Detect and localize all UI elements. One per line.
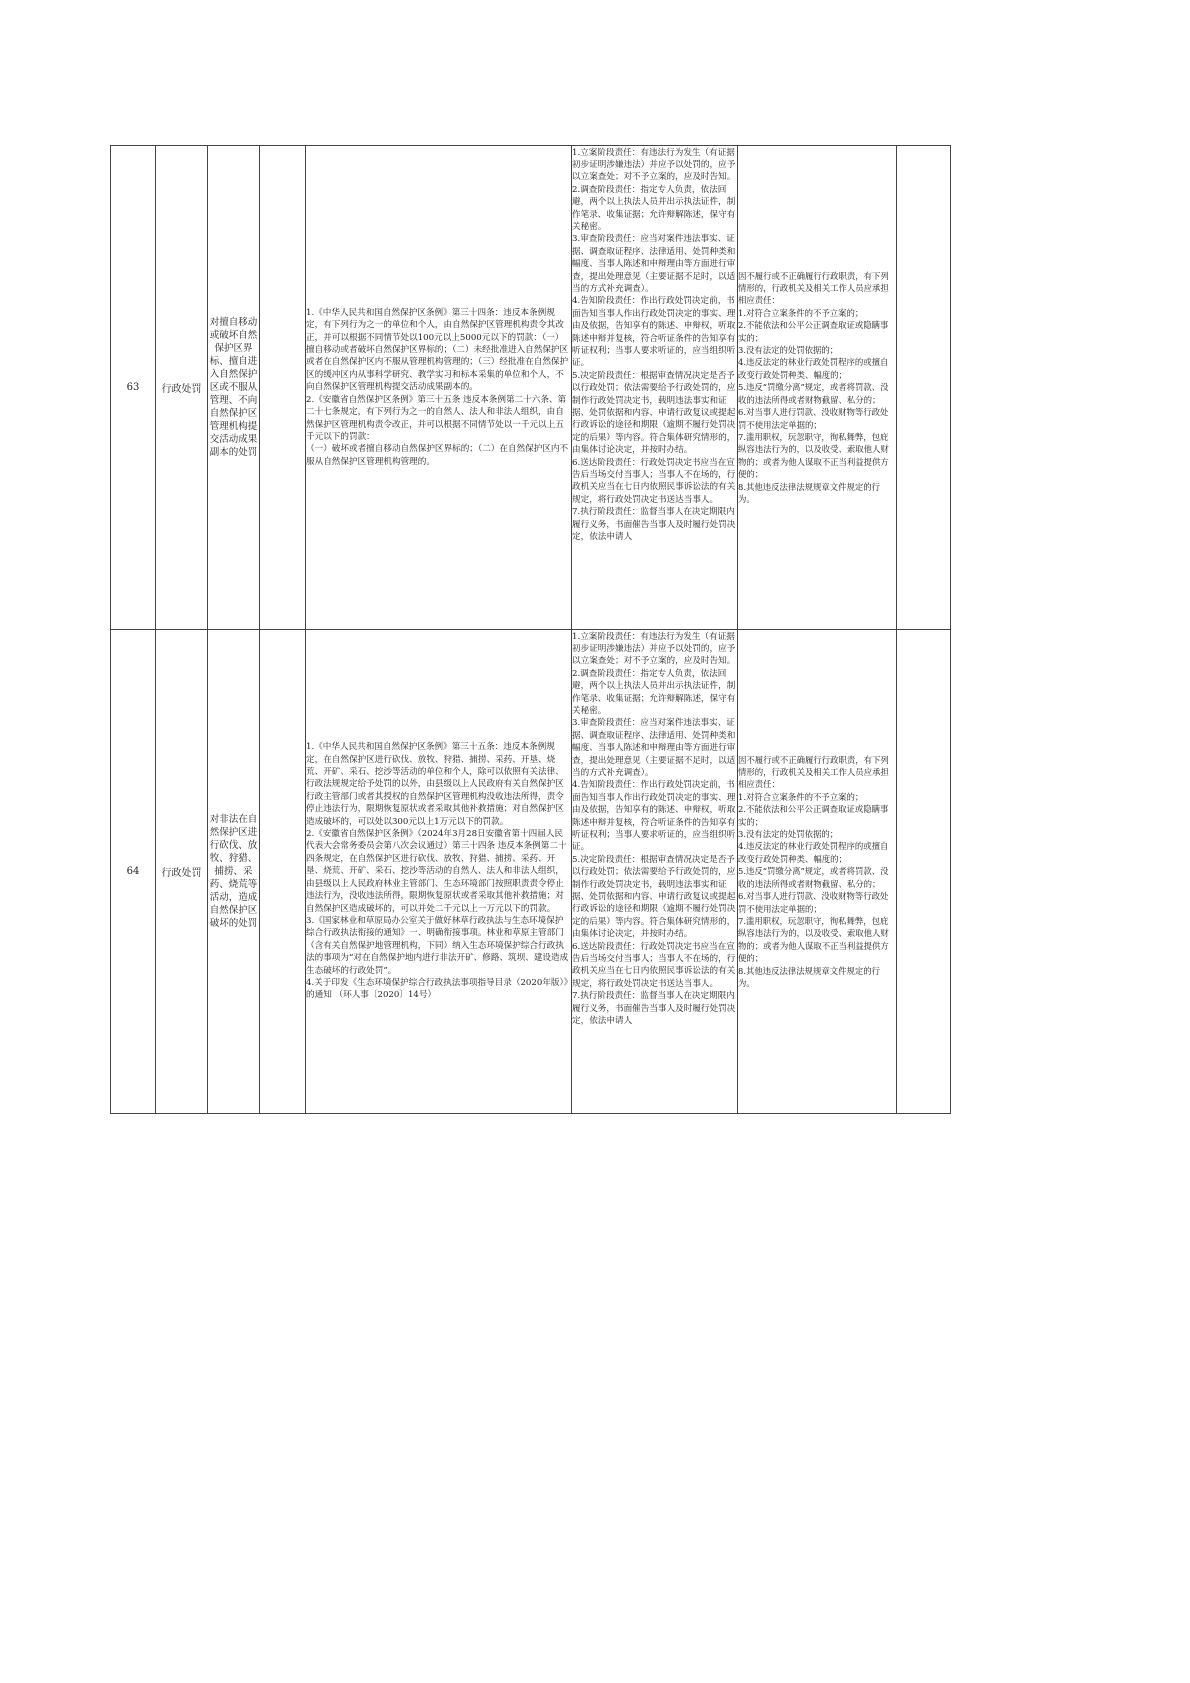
item-name: 对擅自移动或破坏自然保护区界标、擅自进入自然保护区或不服从管理、不向自然保护区管理机构提交活动成果副本的处罚	[208, 146, 260, 630]
power-list-table	[110, 145, 951, 1114]
responsibility-items	[572, 630, 738, 1114]
legal-basis	[306, 630, 572, 1114]
legal-basis	[306, 146, 572, 630]
responsibility-text: 1.立案阶段责任：有违法行为发生（有证据初步证明涉嫌违法）并应予以处罚的，应予以立案查处；对不予立案的，应及时告知。 2.调查阶段责任：指定专人负责，依法回避，两个以上执法人员并出示执法证件，制作笔录、收集证据；允许辩解陈述，保守有关秘密。 3.审查阶段责任：应当对案件违法事实、证据、调查取证程序、法律适用、处罚种类和幅度、当事人陈述和申辩理由等方面进行审查，提出处理意见（主要证据不足时，以适当的方式补充调查）。 4.告知阶段责任：作出行政处罚决定前，书面告知当事人作出行政处罚决定的事实、理由及依据，告知享有的陈述、申辩权，听取陈述申辩并复核，符合听证条件的告知享有听证权利；当事人要求听证的，应当组织听证。 5.决定阶段责任：根据审查情况决定是否予以行政处罚；依法需要给予行政处罚的，应制作行政处罚决定书，载明违法事实和证据、处罚依据和内容、申请行政复议或提起行政诉讼的途径和期限（逾期不履行处罚决定的后果）等内容。符合集体研究情形的，由集体讨论决定，并按时办结。 6.送达阶段责任：行政处罚决定书应当在宣告后当场交付当事人；当事人不在场的，行政机关应当在七日内依照民事诉讼法的有关规定，将行政处罚决定书送达当事人。 7.执行阶段责任：监督当事人在决定期限内履行义务，书面催告当事人及时履行处罚决定，依法申请人	[572, 631, 736, 1027]
accountability-items	[738, 146, 897, 630]
empty-cell	[260, 146, 306, 630]
empty-cell	[260, 630, 306, 1114]
responsibility-text: 1.立案阶段责任：有违法行为发生（有证据初步证明涉嫌违法）并应予以处罚的，应予以立案查处；对不予立案的，应及时告知。 2.调查阶段责任：指定专人负责，依法回避，两个以上执法人员并出示执法证件，制作笔录、收集证据；允许辩解陈述，保守有关秘密。 3.审查阶段责任：应当对案件违法事实、证据、调查取证程序、法律适用、处罚种类和幅度、当事人陈述和申辩理由等方面进行审查，提出处理意见（主要证据不足时，以适当的方式补充调查）。 4.告知阶段责任：作出行政处罚决定前，书面告知当事人作出行政处罚决定的事实、理由及依据，告知享有的陈述、申辩权，听取陈述申辩并复核，符合听证条件的告知享有听证权利；当事人要求听证的，应当组织听证。 5.决定阶段责任：根据审查情况决定是否予以行政处罚；依法需要给予行政处罚的，应制作行政处罚决定书，载明违法事实和证据、处罚依据和内容、申请行政复议或提起行政诉讼的途径和期限（逾期不履行处罚决定的后果）等内容。符合集体研究情形的，由集体讨论决定，并按时办结。 6.送达阶段责任：行政处罚决定书应当在宣告后当场交付当事人；当事人不在场的，行政机关应当在七日内依照民事诉讼法的有关规定，将行政处罚决定书送达当事人。 7.执行阶段责任：监督当事人在决定期限内履行义务，书面催告当事人及时履行处罚决定，依法申请人	[572, 147, 736, 543]
accountability-text: 因不履行或不正确履行行政职责，有下列情形的，行政机关及相关工作人员应承担相应责任： 1.对符合立案条件的不予立案的； 2.不能依法和公平公正调查取证或隐瞒事实的； 3.没有法定的处罚依据的； 4.违反法定的林业行政处罚程序的或擅自改变行政处罚种类、幅度的； 5.违反“罚缴分离”规定，或者将罚款、没收的违法所得或者财物截留、私分的； 6.对当事人进行罚款、没收财物等行政处罚不使用法定单据的； 7.滥用职权，玩忽职守，徇私舞弊，包庇纵容违法行为的，以及收受、索取他人财物的；或者为他人谋取不正当利益提供方便的； 8.其他违反法律法规规章文件规定的行为。	[738, 270, 889, 504]
power-type: 行政处罚	[156, 146, 208, 630]
row-number: 63	[111, 146, 156, 630]
responsibility-items	[572, 146, 738, 630]
remarks-cell	[897, 146, 951, 630]
accountability-text: 因不履行或不正确履行行政职责，有下列情形的，行政机关及相关工作人员应承担相应责任： 1.对符合立案条件的不予立案的； 2.不能依法和公平公正调查取证或隐瞒事实的； 3.没有法定的处罚依据的； 4.违反法定的林业行政处罚程序的或擅自改变行政处罚种类、幅度的； 5.违反“罚缴分离”规定，或者将罚款、没收的违法所得或者财物截留、私分的； 6.对当事人进行罚款、没收财物等行政处罚不使用法定单据的； 7.滥用职权，玩忽职守，徇私舞弊，包庇纵容违法行为的，以及收受、索取他人财物的；或者为他人谋取不正当利益提供方便的； 8.其他违反法律法规规章文件规定的行为。	[738, 754, 889, 988]
table-row	[111, 146, 951, 630]
table-row	[111, 630, 951, 1114]
legal-basis-text: 1.《中华人民共和国自然保护区条例》第三十四条：违反本条例规定，有下列行为之一的单位和个人，由自然保护区管理机构责令其改正，并可以根据不同情节处以100元以上5000元以下的罚款：（一）擅自移动或者破坏自然保护区界标的；（二）未经批准进入自然保护区或者在自然保护区内不服从管理机构管理的；（三）经批准在自然保护区的缓冲区内从事科学研究、教学实习和标本采集的单位和个人，不向自然保护区管理机构提交活动成果副本的。 2.《安徽省自然保护区条例》第三十五条 违反本条例第二十六条、第二十七条规定，有下列行为之一的自然人、法人和非法人组织，由自然保护区管理机构责令改正，并可以根据不同情节处以一千元以上五千元以下的罚款： （一）破坏或者擅自移动自然保护区界标的；（二）在自然保护区内不服从自然保护区管理机构管理的。	[306, 307, 569, 467]
accountability-items	[738, 630, 897, 1114]
power-type: 行政处罚	[156, 630, 208, 1114]
legal-basis-text: 1.《中华人民共和国自然保护区条例》第三十五条：违反本条例规定，在自然保护区进行砍伐、放牧、狩猎、捕捞、采药、开垦、烧荒、开矿、采石、挖沙等活动的单位和个人，除可以依照有关法律、行政法规规定给予处罚的以外，由县级以上人民政府有关自然保护区行政主管部门或者其授权的自然保护区管理机构没收违法所得，责令停止违法行为，限期恢复原状或者采取其他补救措施；对自然保护区造成破坏的，可以处以300元以上1万元以下的罚款。 2.《安徽省自然保护区条例》（2024年3月28日安徽省第十四届人民代表大会常务委员会第八次会议通过）第三十四条 违反本条例第二十四条规定，在自然保护区进行砍伐、放牧、狩猎、捕捞、采药、开垦、烧荒、开矿、采石、挖沙等活动的自然人、法人和非法人组织，由县级以上人民政府林业主管部门、生态环境部门按照职责责令停止违法行为，没收违法所得，限期恢复原状或者采取其他补救措施；对自然保护区造成破坏的，可以并处二千元以上一万元以下的罚款。 3.《国家林业和草原局办公室关于做好林草行政执法与生态环境保护综合行政执法衔接的通知》一、明确衔接事项。林业和草原主管部门（含有关自然保护地管理机构，下同）纳入生态环境保护综合行政执法的事项为“对在自然保护地内进行非法开矿、修路、筑坝、建设造成生态破坏的行政处罚”。 4.关于印发《生态环境保护综合行政执法事项指导目录（2020年版）》的通知 （环人事〔2020〕14号）	[306, 742, 569, 1001]
row-number: 64	[111, 630, 156, 1114]
remarks-cell	[897, 630, 951, 1114]
item-name: 对非法在自然保护区进行砍伐、放牧、狩猎、捕捞、采药、烧荒等活动，造成自然保护区破坏的处罚	[208, 630, 260, 1114]
